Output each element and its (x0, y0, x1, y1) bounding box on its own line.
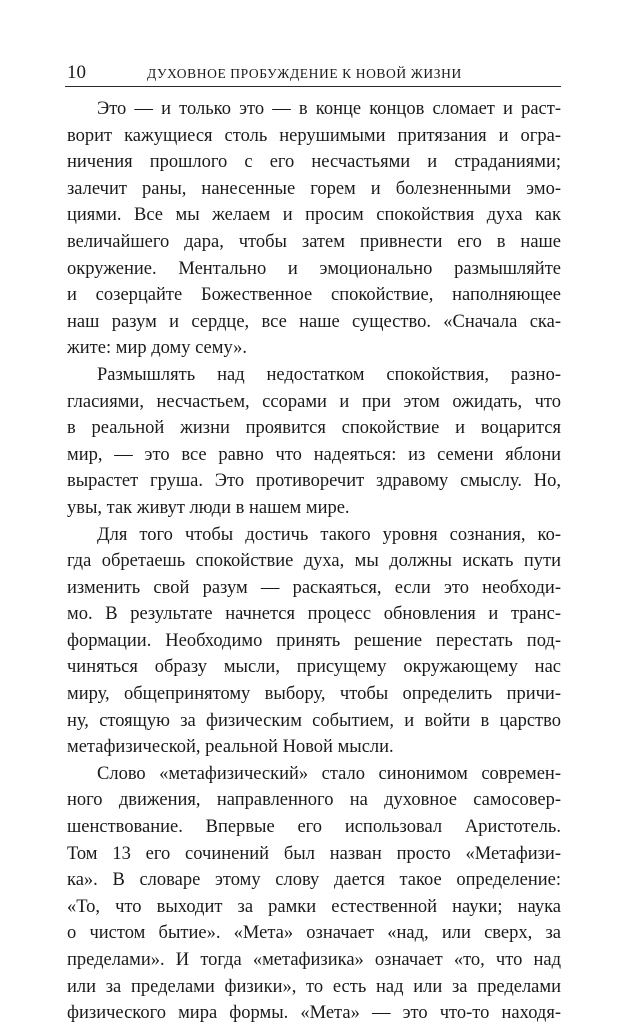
running-head (67, 62, 558, 86)
text-line: гда обретаешь спокойствие духа, мы должны искать пути (67, 551, 561, 572)
text-line: жите: мир дому сему». (67, 338, 248, 359)
text-line: Том 13 его сочинений был назван просто «Метафизи- (67, 843, 561, 864)
body-text (67, 96, 561, 1027)
text-line: физического мира формы. «Мета» — это что-то находя- (67, 1003, 561, 1024)
text-line: шенствование. Впервые его использовал Аристотель. (67, 817, 561, 838)
text-line: ного движения, направленного на духовное самосовер- (67, 790, 561, 811)
text-line: гласиями, несчастьем, ссорами и при этом ожидать, что (67, 391, 561, 412)
text-line: ну, стоящую за физическим событием, и войти в царство (67, 710, 561, 731)
text-line: окружение. Ментально и эмоционально размышляйте (67, 258, 561, 279)
text-line: и созерцайте Божественное спокойствие, наполняющее (67, 285, 561, 306)
text-line: величайшего дара, чтобы затем привнести его в наше (67, 231, 561, 252)
text-line: чиняться образу мысли, присущему окружающему нас (67, 657, 561, 678)
text-line: изменить свой разум — раскаяться, если это необходи- (67, 577, 561, 598)
page-number: 10 (67, 62, 86, 83)
text-line: метафизической, реальной Новой мысли. (67, 737, 394, 758)
running-title: ДУХОВНОЕ ПРОБУЖДЕНИЕ К НОВОЙ ЖИЗНИ (147, 66, 462, 81)
text-line: формации. Необходимо принять решение перестать под- (67, 630, 561, 651)
text-line: в реальной жизни проявится спокойствие и воцарится (67, 418, 561, 439)
paragraph (67, 362, 561, 522)
header-rule (65, 86, 561, 87)
text-line: мир, — это все равно что надеяться: из семени яблони (67, 444, 561, 465)
text-line: или за пределами физики», то есть над или за пределами (67, 976, 561, 997)
text-line: миру, общепринятому выбору, чтобы определить причи- (67, 684, 561, 705)
paragraph (67, 761, 561, 1027)
text-line: Для того чтобы достичь такого уровня сознания, ко- (97, 524, 561, 545)
text-line: вырастет груша. Это противоречит здравому смыслу. Но, (67, 471, 561, 492)
text-line: Слово «метафизический» стало синонимом современ- (97, 763, 561, 784)
text-line: увы, так живут люди в нашем мире. (67, 497, 350, 518)
text-line: Размышлять над недостатком спокойствия, разно- (97, 364, 561, 385)
text-line: ворит кажущиеся столь нерушимыми притязания и огра- (67, 125, 561, 146)
text-line: наш разум и сердце, все наше существо. «Сначала ска- (67, 311, 561, 332)
text-line: ка». В словаре этому слову дается такое определение: (67, 870, 561, 891)
text-line: о чистом бытие». «Мета» означает «над, или сверх, за (67, 923, 561, 944)
text-line: пределами». И тогда «метафизика» означает «то, что над (67, 950, 561, 970)
text-line: залечит раны, нанесенные горем и болезненными эмо- (67, 178, 561, 199)
paragraph (67, 96, 561, 362)
text-line: циями. Все мы желаем и просим спокойствия духа как (67, 205, 561, 226)
text-line: «То, что выходит за рамки естественной науки; наука (67, 896, 561, 917)
paragraph (67, 522, 561, 761)
text-line: мо. В результате начнется процесс обновления и транс- (67, 604, 561, 625)
text-line: Это — и только это — в конце концов сломает и раст- (97, 99, 561, 119)
text-line: ничения прошлого с его несчастьями и страданиями; (67, 152, 561, 173)
